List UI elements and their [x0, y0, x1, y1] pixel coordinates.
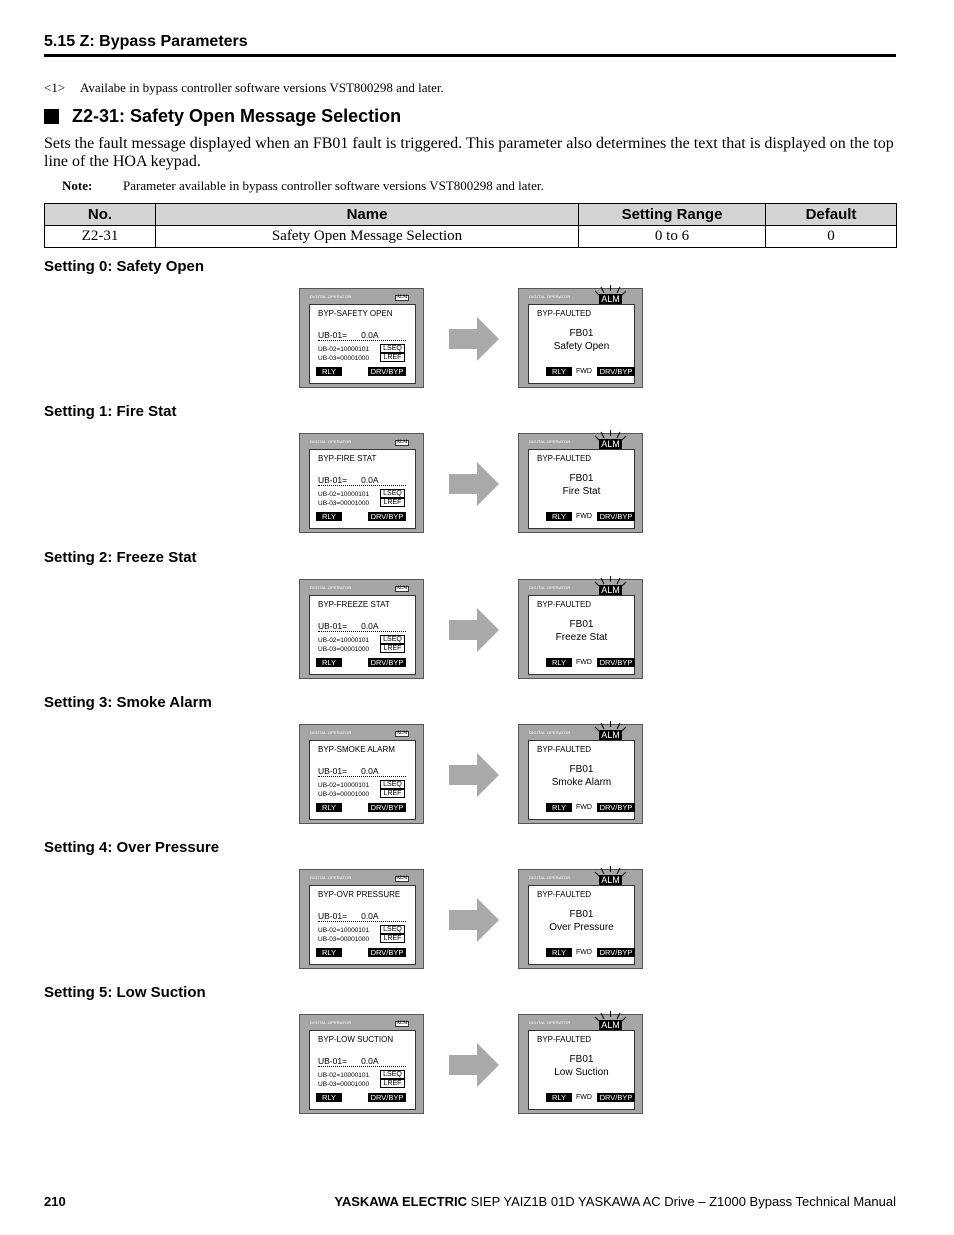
drv-byp-softkey[interactable]: DRV/BYP [597, 948, 635, 957]
ub02-readout: UB-02=10000101 [318, 637, 370, 644]
cell-name: Safety Open Message Selection [156, 226, 579, 248]
drv-byp-softkey[interactable]: DRV/BYP [597, 803, 635, 812]
ub01-value: 0.0A [361, 621, 379, 631]
ub01-readout [318, 911, 406, 922]
footnote [44, 80, 444, 96]
alm-indicator: ALM [396, 440, 408, 445]
setting-title: Setting 3: Smoke Alarm [44, 694, 212, 711]
lcd-screen [528, 740, 635, 820]
ub01-value: 0.0A [361, 1056, 379, 1066]
ub01-readout [318, 475, 406, 486]
fault-code: FB01 [569, 909, 594, 920]
setting-title: Setting 5: Low Suction [44, 984, 206, 1001]
lref-indicator: LREF [380, 498, 405, 507]
bezel-label: DIGITAL OPERATOR [310, 1020, 352, 1025]
header-default: Default [766, 204, 897, 226]
bezel-label: DIGITAL OPERATOR [529, 294, 571, 299]
rly-softkey[interactable]: RLY [546, 367, 572, 376]
note [62, 178, 544, 194]
transition-arrow-icon [449, 608, 499, 652]
fwd-indicator: FWD [576, 513, 592, 520]
alm-indicator-active: ALM [599, 294, 622, 304]
drv-byp-softkey[interactable]: DRV/BYP [368, 512, 406, 521]
fault-message [529, 1053, 634, 1079]
bezel-label: DIGITAL OPERATOR [310, 585, 352, 590]
lcd-screen [528, 449, 635, 529]
parameter-description: Sets the fault message displayed when an FB01 fault is triggered. This parameter also determines the text that is displayed on the top line of the HOA keypad. [44, 135, 894, 170]
byp-status-line: BYP-FAULTED [537, 600, 592, 609]
lcd-screen [528, 1030, 635, 1110]
transition-arrow-icon [449, 462, 499, 506]
footnote-text: Availabe in bypass controller software versions VST800298 and later. [80, 80, 444, 95]
ub01-label: UB-01= [318, 621, 348, 631]
drv-byp-softkey[interactable]: DRV/BYP [597, 512, 635, 521]
byp-status-line: BYP-FAULTED [537, 1035, 592, 1044]
lref-indicator: LREF [380, 353, 405, 362]
operator-display-faulted [518, 433, 643, 533]
drv-byp-softkey[interactable]: DRV/BYP [368, 948, 406, 957]
fault-code: FB01 [569, 619, 594, 630]
square-bullet-icon [44, 109, 59, 124]
bezel-label: DIGITAL OPERATOR [310, 294, 352, 299]
fwd-indicator: FWD [576, 804, 592, 811]
transition-arrow-icon [449, 898, 499, 942]
fwd-indicator: FWD [576, 659, 592, 666]
header-no: No. [45, 204, 156, 226]
footer-doc-title: SIEP YAIZ1B 01D YASKAWA AC Drive – Z1000 Bypass Technical Manual [467, 1194, 896, 1209]
ub03-readout: UB-03=00001000 [318, 646, 370, 653]
bezel-label: DIGITAL OPERATOR [310, 875, 352, 880]
lseq-indicator: LSEQ [380, 925, 405, 934]
operator-display-faulted [518, 724, 643, 824]
note-text: Parameter available in bypass controller software versions VST800298 and later. [123, 178, 544, 193]
lcd-screen [528, 885, 635, 965]
byp-status-line: BYP-FREEZE STAT [318, 600, 390, 609]
operator-display-faulted [518, 288, 643, 388]
ub01-value: 0.0A [361, 475, 379, 485]
bezel-label: DIGITAL OPERATOR [310, 439, 352, 444]
drv-byp-softkey[interactable]: DRV/BYP [368, 367, 406, 376]
ub01-value: 0.0A [361, 911, 379, 921]
setting-title: Setting 0: Safety Open [44, 258, 205, 275]
drv-byp-softkey[interactable]: DRV/BYP [368, 1093, 406, 1102]
alm-indicator-active: ALM [599, 1020, 622, 1030]
fault-code: FB01 [569, 764, 594, 775]
setting-title: Setting 4: Over Pressure [44, 839, 220, 856]
rly-softkey[interactable]: RLY [316, 1093, 342, 1102]
fault-text: Fire Stat [562, 486, 601, 497]
fault-code: FB01 [569, 473, 594, 484]
byp-status-line: BYP-SMOKE ALARM [318, 745, 395, 754]
alm-indicator: ALM [396, 586, 408, 591]
lseq-indicator: LSEQ [380, 780, 405, 789]
fault-text: Low Suction [554, 1067, 609, 1078]
operator-display-normal [299, 433, 424, 533]
drv-byp-softkey[interactable]: DRV/BYP [368, 803, 406, 812]
ub02-readout: UB-02=10000101 [318, 491, 370, 498]
fault-message [529, 763, 634, 789]
alm-indicator-active: ALM [599, 875, 622, 885]
alm-indicator-active: ALM [599, 730, 622, 740]
ub02-readout: UB-02=10000101 [318, 927, 370, 934]
bezel-label: DIGITAL OPERATOR [529, 730, 571, 735]
header-setting-range: Setting Range [579, 204, 766, 226]
operator-display-faulted [518, 579, 643, 679]
alm-indicator: ALM [396, 295, 408, 300]
rly-softkey[interactable]: RLY [316, 512, 342, 521]
alm-indicator: ALM [396, 876, 408, 881]
fwd-indicator: FWD [576, 949, 592, 956]
rly-softkey[interactable]: RLY [316, 658, 342, 667]
lref-indicator: LREF [380, 1079, 405, 1088]
parameter-heading [44, 106, 401, 127]
lcd-screen [309, 304, 416, 384]
ub01-value: 0.0A [361, 330, 379, 340]
ub02-readout: UB-02=10000101 [318, 1072, 370, 1079]
operator-display-normal [299, 724, 424, 824]
cell-default: 0 [766, 226, 897, 248]
note-label: Note: [62, 178, 93, 193]
lcd-screen [528, 595, 635, 675]
drv-byp-softkey[interactable]: DRV/BYP [597, 367, 635, 376]
rly-softkey[interactable]: RLY [546, 803, 572, 812]
fault-message [529, 618, 634, 644]
lcd-screen [309, 1030, 416, 1110]
bezel-label: DIGITAL OPERATOR [529, 439, 571, 444]
byp-status-line: BYP-FAULTED [537, 745, 592, 754]
ub03-readout: UB-03=00001000 [318, 936, 370, 943]
transition-arrow-icon [449, 317, 499, 361]
ub02-readout: UB-02=10000101 [318, 346, 370, 353]
setting-title: Setting 2: Freeze Stat [44, 549, 197, 566]
lseq-indicator: LSEQ [380, 489, 405, 498]
alm-indicator: ALM [396, 1021, 408, 1026]
operator-display-normal [299, 1014, 424, 1114]
lcd-screen [309, 885, 416, 965]
ub01-label: UB-01= [318, 330, 348, 340]
byp-status-line: BYP-OVR PRESSURE [318, 890, 401, 899]
fault-code: FB01 [569, 328, 594, 339]
ub01-label: UB-01= [318, 1056, 348, 1066]
cell-setting-range: 0 to 6 [579, 226, 766, 248]
ub01-value: 0.0A [361, 766, 379, 776]
byp-status-line: BYP-FAULTED [537, 890, 592, 899]
rly-softkey[interactable]: RLY [546, 512, 572, 521]
operator-display-normal [299, 869, 424, 969]
ub03-readout: UB-03=00001000 [318, 500, 370, 507]
bezel-label: DIGITAL OPERATOR [529, 585, 571, 590]
ub01-label: UB-01= [318, 766, 348, 776]
byp-status-line: BYP-SAFETY OPEN [318, 309, 393, 318]
lseq-indicator: LSEQ [380, 344, 405, 353]
ub03-readout: UB-03=00001000 [318, 355, 370, 362]
footer-doc [334, 1194, 896, 1209]
fault-text: Safety Open [553, 341, 610, 352]
setting-title: Setting 1: Fire Stat [44, 403, 177, 420]
ub02-readout: UB-02=10000101 [318, 782, 370, 789]
byp-status-line: BYP-FIRE STAT [318, 454, 377, 463]
ub03-readout: UB-03=00001000 [318, 1081, 370, 1088]
operator-display-normal [299, 579, 424, 679]
ub01-readout [318, 621, 406, 632]
table-header-row [45, 204, 897, 226]
fault-text: Freeze Stat [555, 632, 608, 643]
bezel-label: DIGITAL OPERATOR [310, 730, 352, 735]
rly-softkey[interactable]: RLY [546, 658, 572, 667]
fwd-indicator: FWD [576, 1094, 592, 1101]
drv-byp-softkey[interactable]: DRV/BYP [597, 1093, 635, 1102]
lcd-screen [309, 595, 416, 675]
cell-no: Z2-31 [45, 226, 156, 248]
byp-status-line: BYP-LOW SUCTION [318, 1035, 394, 1044]
rly-softkey[interactable]: RLY [546, 1093, 572, 1102]
lcd-screen [309, 740, 416, 820]
footer-brand: YASKAWA ELECTRIC [334, 1194, 468, 1209]
operator-display-normal [299, 288, 424, 388]
alm-indicator: ALM [396, 731, 408, 736]
lcd-screen [528, 304, 635, 384]
fault-text: Over Pressure [549, 922, 614, 933]
bezel-label: DIGITAL OPERATOR [529, 1020, 571, 1025]
byp-status-line: BYP-FAULTED [537, 454, 592, 463]
ub03-readout: UB-03=00001000 [318, 791, 370, 798]
ub01-readout [318, 330, 406, 341]
drv-byp-softkey[interactable]: DRV/BYP [368, 658, 406, 667]
transition-arrow-icon [449, 1043, 499, 1087]
bezel-label: DIGITAL OPERATOR [529, 875, 571, 880]
ub01-readout [318, 1056, 406, 1067]
lref-indicator: LREF [380, 934, 405, 943]
table-row [45, 226, 897, 248]
alm-indicator-active: ALM [599, 439, 622, 449]
ub01-label: UB-01= [318, 475, 348, 485]
transition-arrow-icon [449, 753, 499, 797]
fwd-indicator: FWD [576, 368, 592, 375]
rly-softkey[interactable]: RLY [316, 803, 342, 812]
section-header [44, 33, 896, 57]
parameter-table [44, 203, 897, 248]
rly-softkey[interactable]: RLY [546, 948, 572, 957]
section-title: 5.15 Z: Bypass Parameters [44, 33, 248, 50]
fault-code: FB01 [569, 1054, 594, 1065]
fault-message [529, 472, 634, 498]
alm-indicator-active: ALM [599, 585, 622, 595]
page-number: 210 [44, 1194, 66, 1209]
fault-message [529, 327, 634, 353]
lcd-screen [309, 449, 416, 529]
fault-message [529, 908, 634, 934]
parameter-heading-text: Z2-31: Safety Open Message Selection [72, 106, 402, 126]
lref-indicator: LREF [380, 644, 405, 653]
footnote-ref: <1> [44, 80, 66, 95]
ub01-label: UB-01= [318, 911, 348, 921]
lref-indicator: LREF [380, 789, 405, 798]
operator-display-faulted [518, 869, 643, 969]
operator-display-faulted [518, 1014, 643, 1114]
ub01-readout [318, 766, 406, 777]
drv-byp-softkey[interactable]: DRV/BYP [597, 658, 635, 667]
lseq-indicator: LSEQ [380, 1070, 405, 1079]
rly-softkey[interactable]: RLY [316, 948, 342, 957]
byp-status-line: BYP-FAULTED [537, 309, 592, 318]
header-name: Name [156, 204, 579, 226]
rly-softkey[interactable]: RLY [316, 367, 342, 376]
fault-text: Smoke Alarm [551, 777, 612, 788]
lseq-indicator: LSEQ [380, 635, 405, 644]
